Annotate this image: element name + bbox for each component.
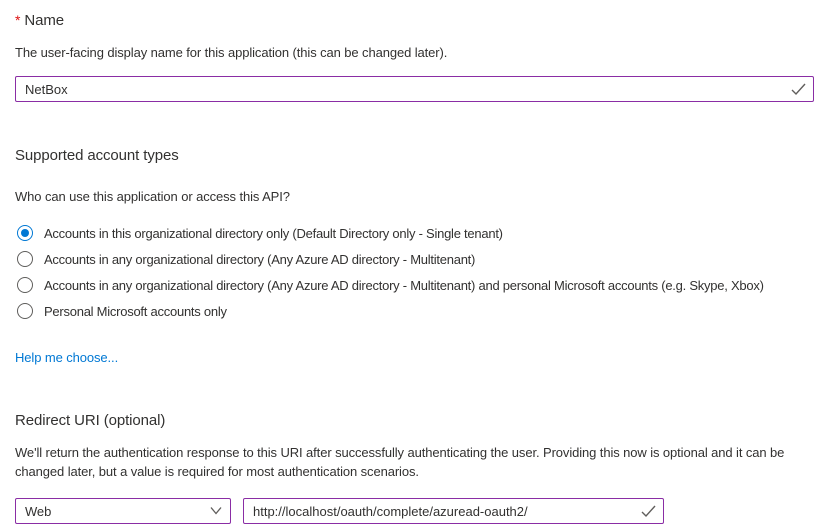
account-types-section-title: Supported account types: [15, 147, 179, 164]
radio-multitenant[interactable]: [15, 246, 814, 272]
radio-single-tenant[interactable]: [15, 220, 814, 246]
app-name-input[interactable]: [15, 76, 814, 102]
radio-button-icon: [17, 251, 33, 267]
radio-label: Personal Microsoft accounts only: [44, 303, 227, 319]
radio-label: Accounts in any organizational directory (Any Azure AD directory - Multitenant): [44, 251, 476, 267]
required-asterisk: *: [15, 12, 21, 28]
account-types-radio-group: [15, 220, 814, 324]
name-title-text: Name: [24, 12, 64, 29]
account-types-question: Who can use this application or access this API?: [15, 189, 290, 204]
help-me-choose-link[interactable]: Help me choose...: [15, 350, 119, 365]
radio-button-icon: [17, 303, 33, 319]
radio-label: Accounts in this organizational directory only (Default Directory only - Single tenant): [44, 225, 503, 241]
platform-selected-value: Web: [25, 503, 52, 519]
radio-button-icon: [17, 225, 33, 241]
radio-personal-only[interactable]: [15, 298, 814, 324]
radio-label: Accounts in any organizational directory (Any Azure AD directory - Multitenant) and personal Microsoft accounts (e.g. Skype, Xbox): [44, 277, 764, 293]
redirect-uri-description: We'll return the authentication response to this URI after successfully authenticating the user. Providing this now is optional and it can be changed later, but a value is required for most authentication scenarios.: [15, 445, 785, 479]
redirect-uri-input[interactable]: [243, 498, 664, 524]
redirect-uri-section-title: Redirect URI (optional): [15, 412, 166, 429]
name-description: The user-facing display name for this application (this can be changed later).: [15, 45, 448, 60]
radio-multitenant-personal[interactable]: [15, 272, 814, 298]
name-section-title: [15, 10, 814, 31]
radio-button-icon: [17, 277, 33, 293]
platform-select[interactable]: [15, 498, 231, 524]
